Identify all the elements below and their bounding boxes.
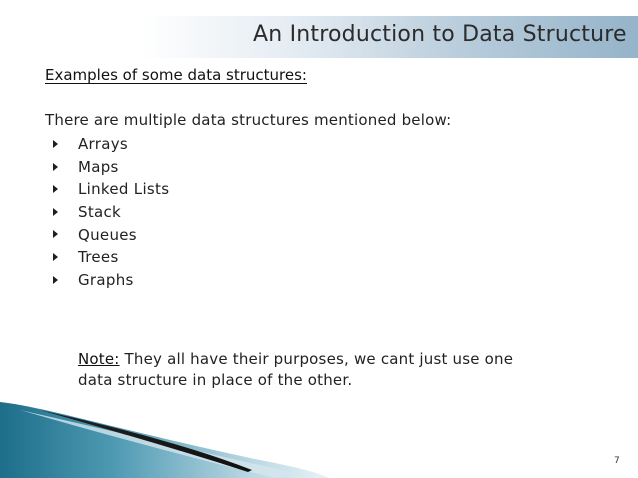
bullet-label: Graphs: [78, 270, 134, 289]
intro-text: There are multiple data structures mentioned below:: [45, 111, 452, 129]
note-line-1: [78, 349, 513, 370]
bullet-label: Maps: [78, 157, 119, 176]
triangle-bullet-icon: [53, 230, 58, 238]
bullet-label: Stack: [78, 203, 122, 222]
slide-subtitle: Examples of some data structures:: [45, 66, 307, 84]
triangle-bullet-icon: [53, 276, 58, 284]
bullet-label: Linked Lists: [78, 180, 170, 199]
note-label: Note:: [78, 350, 120, 368]
page-number: 7: [614, 456, 620, 466]
triangle-bullet-icon: [53, 185, 58, 193]
slide-title: An Introduction to Data Structure: [253, 22, 627, 47]
triangle-bullet-icon: [53, 140, 58, 148]
triangle-bullet-icon: [53, 163, 58, 171]
note-text-1: They all have their purposes, we cant just use one: [119, 350, 514, 368]
bullet-label: Queues: [78, 225, 137, 244]
bullet-label: Arrays: [78, 135, 129, 154]
triangle-bullet-icon: [53, 208, 58, 216]
decorative-swoosh: [0, 380, 638, 478]
note-text-2: data structure in place of the other.: [78, 371, 353, 389]
teal-wave: [0, 402, 330, 478]
triangle-bullet-icon: [53, 253, 58, 261]
bullet-label: Trees: [78, 248, 119, 267]
